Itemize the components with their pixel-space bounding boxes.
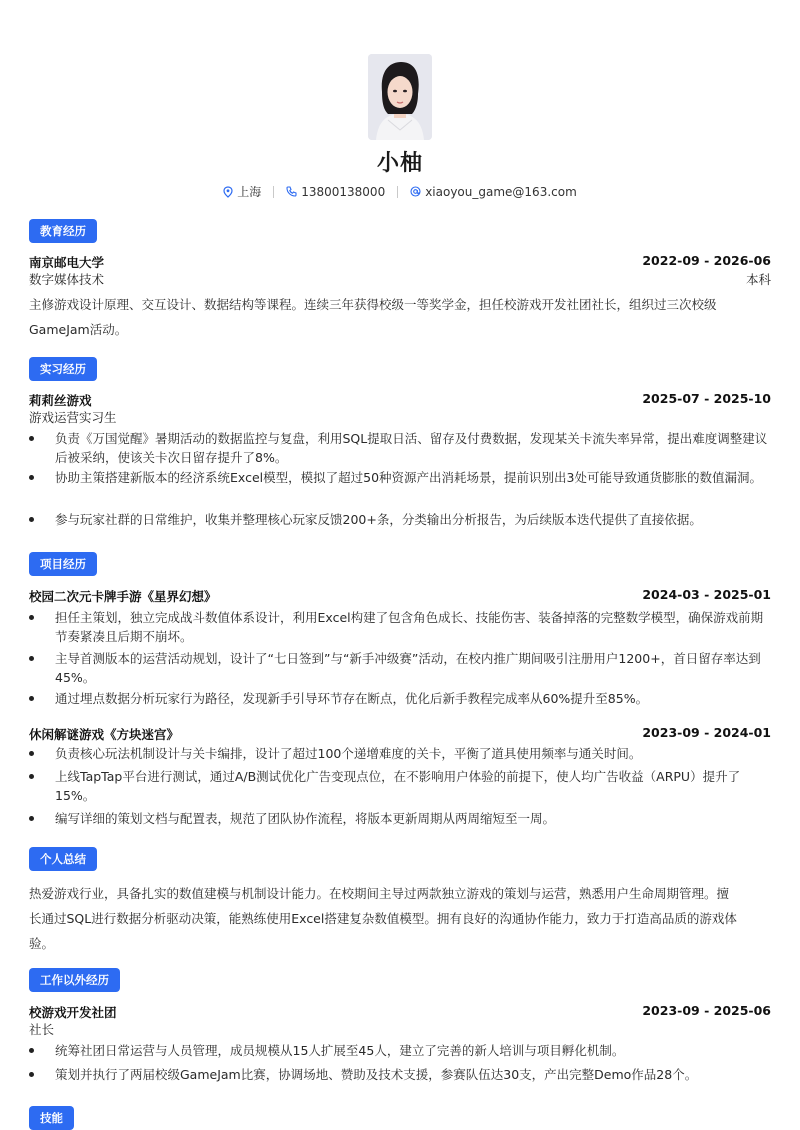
summary-line: 验。 (29, 936, 55, 951)
education-major: 数字媒体技术 (29, 272, 105, 287)
project-title: 休闲解谜游戏《方块迷宫》 (29, 727, 180, 742)
section-heading-internship: 实习经历 (29, 357, 97, 381)
contact-info (0, 183, 800, 200)
project-title: 校园二次元卡牌手游《星界幻想》 (29, 589, 217, 604)
bullet-dot (29, 475, 34, 480)
bullet-dot (29, 696, 34, 701)
bullet-dot (29, 751, 34, 756)
email-at-icon (410, 186, 421, 197)
bullet-dot (29, 1048, 34, 1053)
project-period: 2023-09 - 2024-01 (642, 725, 771, 740)
avatar-portrait-icon (368, 54, 432, 140)
extracurricular-org: 校游戏开发社团 (29, 1005, 117, 1020)
education-description-line: GameJam活动。 (29, 322, 128, 337)
section-heading-projects: 项目经历 (29, 552, 97, 576)
contact-divider (397, 186, 398, 198)
summary-line: 热爱游戏行业，具备扎实的数值建模与机制设计能力。在校期间主导过两款独立游戏的策划与运营，熟悉用户生命周期管理。擅 (29, 886, 730, 901)
bullet-dot (29, 517, 34, 522)
email-text[interactable]: xiaoyou_game@163.com (425, 184, 577, 199)
location-text: 上海 (237, 185, 262, 199)
bullet-text: 负责核心玩法机制设计与关卡编排，设计了超过100个递增难度的关卡，平衡了道具使用频率与通关时间。 (55, 746, 642, 761)
education-school: 南京邮电大学 (29, 255, 105, 270)
bullet-text: 担任主策划，独立完成战斗数值体系设计，利用Excel构建了包含角色成长、技能伤害、装备掉落的完整数学模型，确保游戏前期节奏紧凑且后期不崩坏。 (55, 610, 764, 644)
bullet-dot (29, 656, 34, 661)
extracurricular-role: 社长 (29, 1022, 55, 1037)
location-pin-icon (223, 186, 233, 198)
summary-line: 长通过SQL进行数据分析驱动决策，能熟练使用Excel搭建复杂数值模型。拥有良好的沟通协作能力，致力于打造高品质的游戏体 (29, 911, 737, 926)
contact-email (410, 185, 577, 199)
phone-icon (286, 186, 297, 197)
extracurricular-period: 2023-09 - 2025-06 (642, 1003, 771, 1018)
internship-role: 游戏运营实习生 (29, 410, 117, 425)
contact-divider (273, 186, 274, 198)
contact-location (223, 183, 261, 200)
bullet-text: 协助主策搭建新版本的经济系统Excel模型，模拟了超过50种资源产出消耗场景，提前识别出3处可能导致通货膨胀的数值漏洞。 (55, 470, 762, 485)
education-description-line: 主修游戏设计原理、交互设计、数据结构等课程。连续三年获得校级一等奖学金，担任校游戏开发社团社长，组织过三次校级 (29, 297, 717, 312)
bullet-text: 负责《万国觉醒》暑期活动的数据监控与复盘，利用SQL提取日活、留存及付费数据，发现某关卡流失率异常，提出难度调整建议后被采纳，使该关卡次日留存提升了8%。 (55, 431, 768, 465)
bullet-dot (29, 816, 34, 821)
bullet-text: 上线TapTap平台进行测试，通过A/B测试优化广告变现点位，在不影响用户体验的前提下，使人均广告收益（ARPU）提升了15%。 (55, 769, 741, 803)
internship-company: 莉莉丝游戏 (29, 393, 92, 408)
bullet-text: 通过埋点数据分析玩家行为路径，发现新手引导环节存在断点，优化后新手教程完成率从60%提升至85%。 (55, 691, 649, 706)
education-period: 2022-09 - 2026-06 (642, 253, 771, 268)
internship-period: 2025-07 - 2025-10 (642, 391, 771, 406)
education-description (29, 292, 771, 342)
bullet-dot (29, 615, 34, 620)
section-heading-extracurricular: 工作以外经历 (29, 968, 120, 992)
section-heading-skills: 技能 (29, 1106, 74, 1130)
bullet-dot (29, 436, 34, 441)
contact-phone (286, 185, 385, 199)
project-period: 2024-03 - 2025-01 (642, 587, 771, 602)
bullet-text: 编写详细的策划文档与配置表，规范了团队协作流程，将版本更新周期从两周缩短至一周。 (55, 811, 556, 826)
bullet-text: 统筹社团日常运营与人员管理，成员规模从15人扩展至45人，建立了完善的新人培训与项目孵化机制。 (55, 1043, 625, 1058)
candidate-name: 小柚 (376, 151, 423, 176)
education-degree: 本科 (745, 272, 771, 287)
bullet-dot (29, 1072, 34, 1077)
bullet-text: 主导首测版本的运营活动规划，设计了“七日签到”与“新手冲级赛”活动，在校内推广期间吸引注册用户1200+，首日留存率达到45%。 (55, 651, 761, 685)
section-heading-education: 教育经历 (29, 219, 97, 243)
phone-text[interactable]: 13800138000 (301, 184, 386, 199)
bullet-dot (29, 774, 34, 779)
bullet-text: 参与玩家社群的日常维护，收集并整理核心玩家反馈200+条，分类输出分析报告，为后续版本迭代提供了直接依据。 (55, 512, 702, 527)
bullet-text: 策划并执行了两届校级GameJam比赛，协调场地、赞助及技术支援，参赛队伍达30支，产出完整Demo作品28个。 (55, 1067, 698, 1082)
section-heading-summary: 个人总结 (29, 847, 97, 871)
summary-text (29, 881, 771, 956)
profile-photo (368, 54, 432, 140)
